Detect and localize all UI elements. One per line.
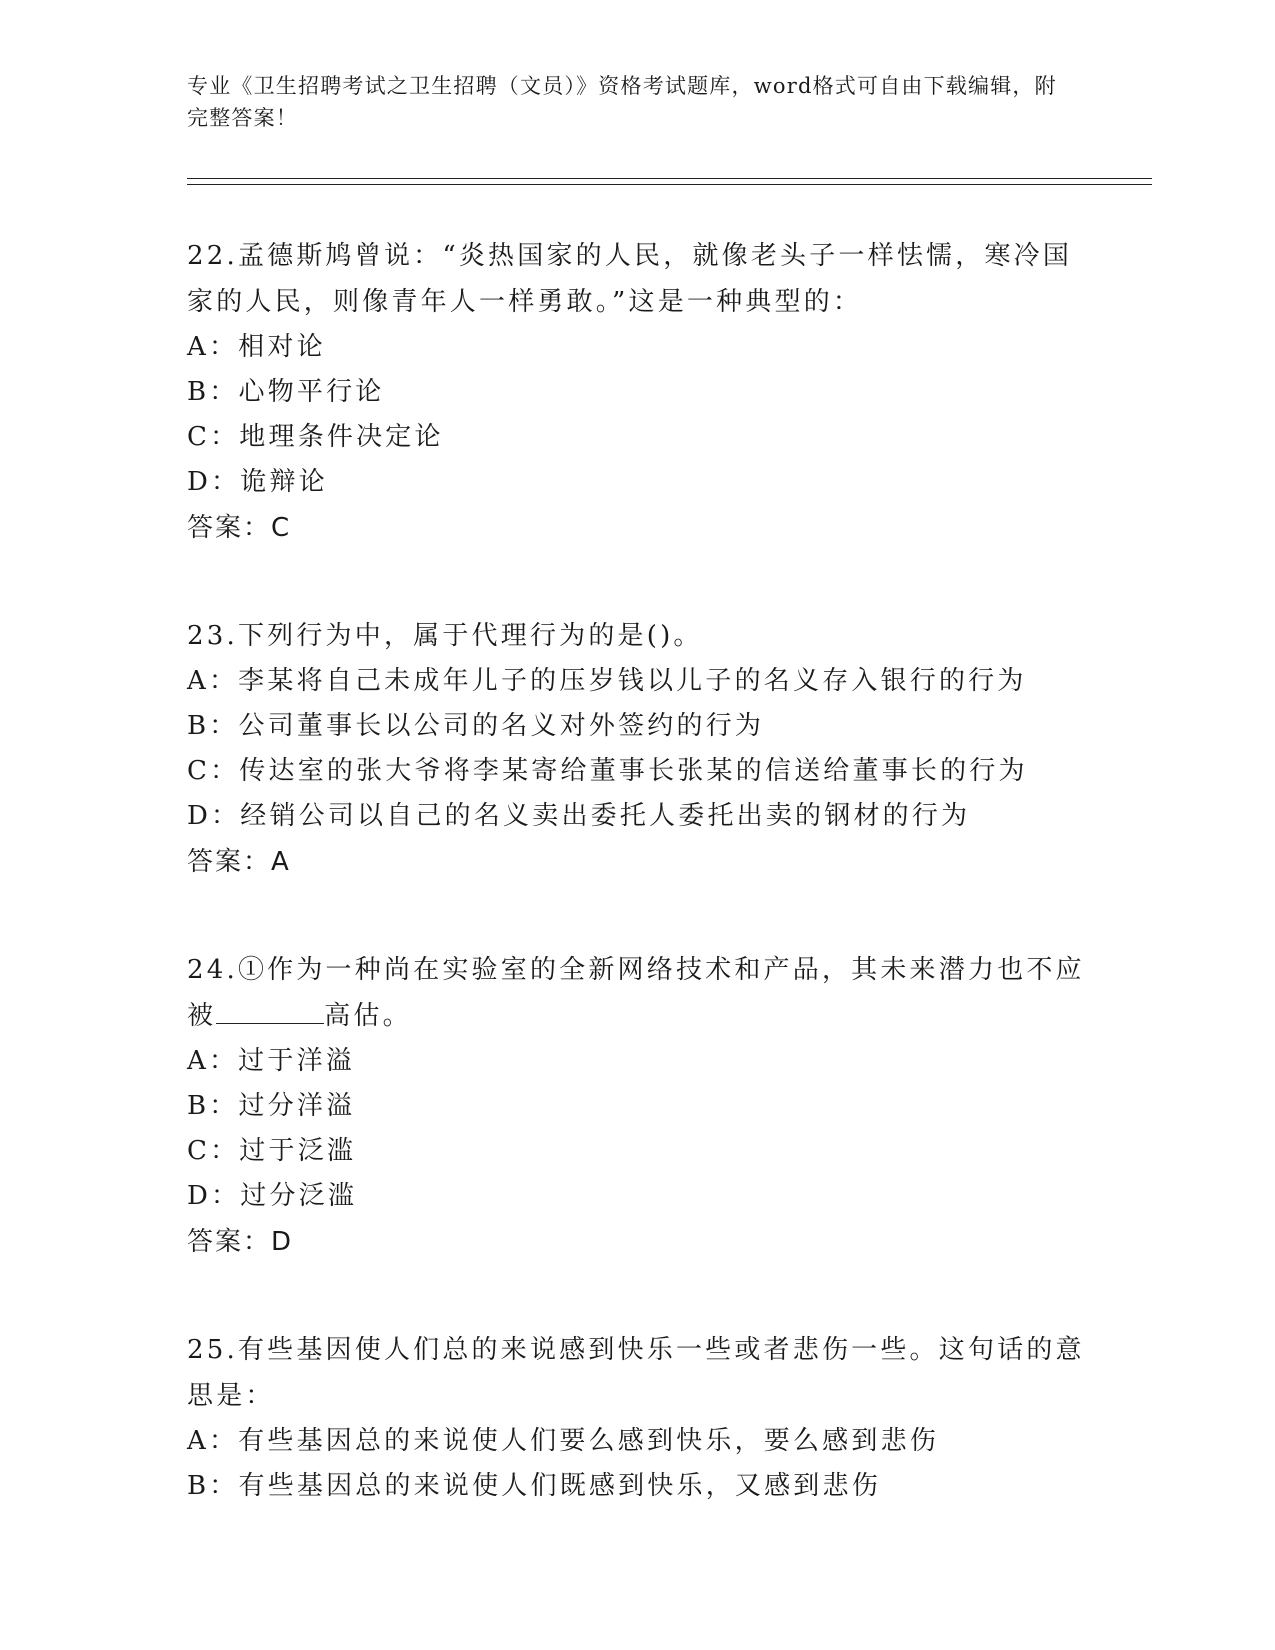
question-text-before-blank: 24.①作为一种尚在实验室的全新网络技术和产品，其未来潜力也不应被 bbox=[187, 955, 1085, 1031]
option-a: A：相对论 bbox=[187, 332, 326, 362]
answer-line: 答案：A bbox=[187, 847, 291, 877]
question-22 bbox=[187, 233, 1087, 551]
answer-line: 答案：D bbox=[187, 1227, 294, 1257]
fill-in-blank bbox=[216, 993, 324, 1024]
answer-line: 答案：C bbox=[187, 513, 292, 543]
option-b: B：公司董事长以公司的名义对外签约的行为 bbox=[187, 711, 765, 741]
option-d: D：经销公司以自己的名义卖出委托人委托出卖的钢材的行为 bbox=[187, 801, 971, 831]
option-a: A：有些基因总的来说使人们要么感到快乐，要么感到悲伤 bbox=[187, 1426, 939, 1456]
question-text: 22.孟德斯鸠曾说：“炎热国家的人民，就像老头子一样怯懦，寒冷国家的人民，则像青年人一样勇敢。”这是一种典型的： bbox=[187, 241, 1073, 317]
question-text: 23.下列行为中，属于代理行为的是()。 bbox=[187, 621, 703, 651]
document-header: 专业《卫生招聘考试之卫生招聘（文员）》资格考试题库，word格式可自由下载编辑，附完整答案！ bbox=[187, 74, 1057, 130]
header-rule-bottom bbox=[187, 184, 1152, 185]
option-d: D：诡辩论 bbox=[187, 467, 328, 497]
option-a: A：李某将自己未成年儿子的压岁钱以儿子的名义存入银行的行为 bbox=[187, 666, 1027, 696]
question-text-after-blank: 高估。 bbox=[324, 1001, 412, 1031]
header-rule-top bbox=[187, 178, 1152, 179]
option-b: B：过分洋溢 bbox=[187, 1091, 356, 1121]
question-23 bbox=[187, 613, 1087, 885]
option-b: B：心物平行论 bbox=[187, 377, 385, 407]
option-a: A：过于洋溢 bbox=[187, 1046, 355, 1076]
question-list bbox=[187, 233, 1087, 1571]
option-c: C：过于泛滥 bbox=[187, 1136, 357, 1166]
option-d: D：过分泛滥 bbox=[187, 1181, 358, 1211]
option-c: C：传达室的张大爷将李某寄给董事长张某的信送给董事长的行为 bbox=[187, 756, 1028, 786]
option-c: C：地理条件决定论 bbox=[187, 422, 444, 452]
question-text bbox=[187, 947, 1087, 1039]
option-b: B：有些基因总的来说使人们既感到快乐，又感到悲伤 bbox=[187, 1471, 881, 1501]
question-25 bbox=[187, 1327, 1087, 1509]
question-text: 25.有些基因使人们总的来说感到快乐一些或者悲伤一些。这句话的意思是： bbox=[187, 1335, 1085, 1411]
question-24 bbox=[187, 947, 1087, 1265]
